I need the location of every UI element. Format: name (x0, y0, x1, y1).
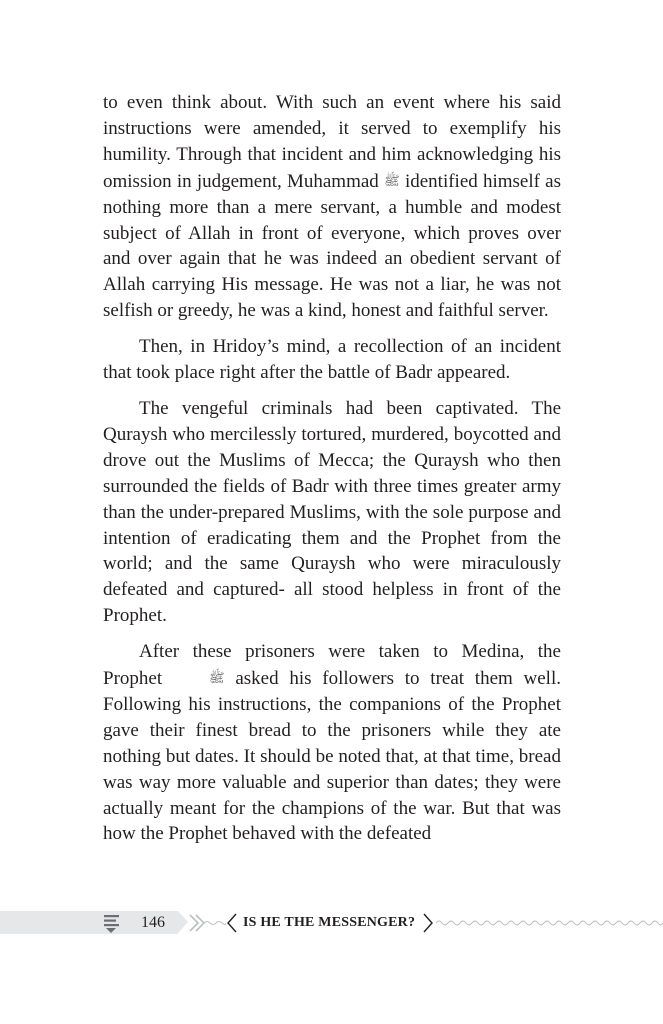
paragraph-1-text-end: identified himself as nothing more than a mere servant, a humble and modest subject of Allah in front of everyone, which proves over and over again that he was indeed an obedient servant of Allah carrying His message. He was not a liar, he was not selfish or greedy, he was a kind, honest and faithful server. (103, 170, 561, 322)
decorative-chevrons-icon (188, 912, 226, 934)
title-right-bracket-icon (422, 912, 434, 934)
paragraph-1-text-start: to even think about. With such an event where his said instructions were amended, it served to exemplify his humility. Through that incident and him acknowledging his omission in judgement, Muhammad (103, 92, 561, 192)
title-left-bracket-icon (226, 912, 238, 934)
paragraph-4-text-end: asked his followers to treat them well. Following his instructions, the companions of the Prophet gave their finest bread to the prisoners while they ate nothing but dates. It should be noted that, at that time, bread was way more valuable and superior than dates; they were actually meant for the champions of the war. But that was how the Prophet behaved with the defeated (103, 668, 561, 845)
honorific-symbol-icon: ﷺ (384, 172, 400, 188)
decorative-wave-line-icon (436, 917, 663, 929)
paragraph-4 (103, 639, 561, 847)
page-number: 146 (141, 914, 165, 931)
paragraph-1 (103, 90, 561, 324)
honorific-symbol-icon: ﷺ (208, 670, 225, 686)
menu-lines-icon (103, 913, 123, 933)
page-body-text (103, 90, 561, 847)
footer-page-tab-tip (178, 911, 188, 933)
paragraph-3: The vengeful criminals had been captivated. The Quraysh who mercilessly tortured, murdered, boycotted and drove out the Muslims of Mecca; the Quraysh who then surrounded the fields of Badr with three times greater army than the under-prepared Muslims, with the sole purpose and intention of eradicating them and the Prophet from the world; and the same Quraysh who were miraculously defeated and captured- all stood helpless in front of the Prophet. (103, 397, 561, 627)
book-title: IS HE THE MESSENGER? (243, 915, 416, 930)
page-footer (0, 909, 663, 937)
paragraph-4-text-start: After these prisoners were taken to Medina, the Prophet (103, 641, 561, 690)
paragraph-2: Then, in Hridoy’s mind, a recollection of an incident that took place right after the battle of Badr appeared. (103, 336, 561, 384)
